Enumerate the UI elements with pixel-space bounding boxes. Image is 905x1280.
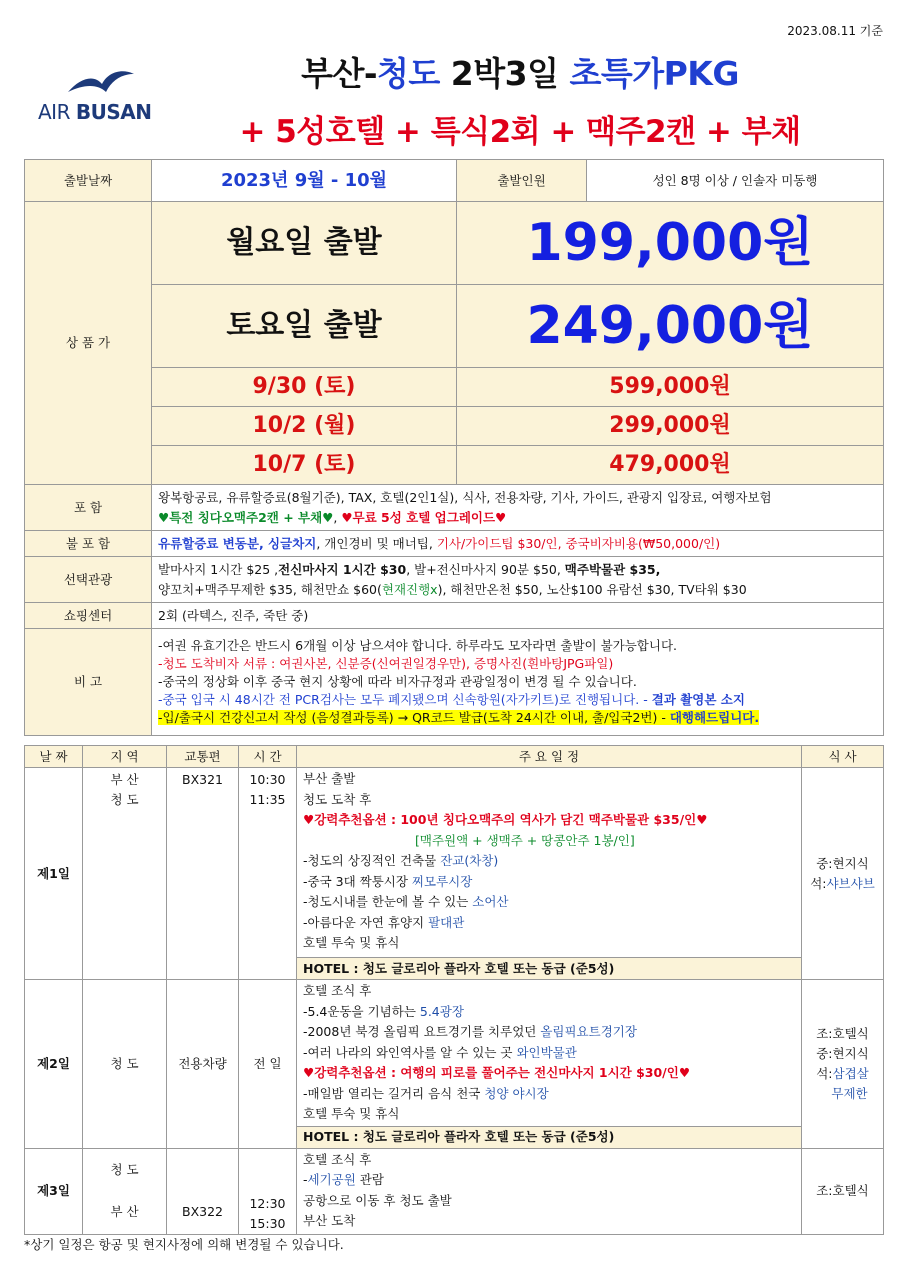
day3-label: 제3일 xyxy=(25,1148,83,1234)
price-value: 599,000원 xyxy=(609,373,731,399)
header-date: 날 짜 xyxy=(25,746,83,768)
date-note: 2023.08.11 기준 xyxy=(787,24,883,38)
header-transport: 교통편 xyxy=(167,746,239,768)
price-value: 299,000원 xyxy=(609,412,731,438)
air-busan-logo xyxy=(38,66,152,136)
day1-time: 10:30 11:35 xyxy=(239,768,297,980)
include-value: 왕복항공료, 유류할증료(8월기준), TAX, 호텔(2인1실), 식사, 전용차량, 기사, 가이드, 관광지 입장료, 여행자보험 ♥특전 칭다오맥주2캔 + 부채♥, ♥무료 5성 호텔 업그레이드♥ xyxy=(152,485,884,531)
header-time: 시 간 xyxy=(239,746,297,768)
header-meal: 식 사 xyxy=(802,746,884,768)
header-region: 지 역 xyxy=(83,746,167,768)
page-subtitle: + 5성호텔 + 특식2회 + 맥주2캔 + 부채 xyxy=(239,114,801,150)
notes-value: -여권 유효기간은 반드시 6개월 이상 남으셔야 합니다. 하루라도 모자라면 출발이 불가능합니다. -청도 도착비자 서류 : 여권사본, 신분증(신여권일경우만), 증명사진(흰바탕JPG파일) -중국의 정상화 이후 중국 현지 상황에 따라 비자규정과 관광일정이 변경 될 수 있습니다. -중국 입국 시 48시간 전 PCR검사는 모두 폐지됐으며 신속항원(자가키트)로 진행됩니다. - 결과 촬영본 소지 -입/출국시 건강신고서 작성 (음성결과등록) → QR코드 발급(도착 24시간 이내, 출/입국2번) - 대행해드립니다. xyxy=(152,629,884,736)
price-row: 10/7 (토) 479,000원 xyxy=(152,446,883,484)
day3-time: 12:30 15:30 xyxy=(239,1148,297,1234)
itinerary-table xyxy=(24,745,884,1235)
footnote: *상기 일정은 항공 및 현지사정에 의해 변경될 수 있습니다. xyxy=(24,1237,344,1252)
price-row: 10/2 (월) 299,000원 xyxy=(152,407,883,446)
day3-region: 청 도 부 산 xyxy=(83,1148,167,1234)
price-row: 9/30 (토) 599,000원 xyxy=(152,368,883,407)
day2-items: 호텔 조식 후 -5.4운동을 기념하는 5.4광장 -2008년 북경 올림픽 요트경기를 치루었던 올림픽요트경기장 -여러 나라의 와인역사를 알 수 있는 곳 와인박물관 ♥강력추천옵션 : 여행의 피로를 풀어주는 전신마사지 1시간 $30/인♥ -매일밤 열리는 길거리 음식 천국 청양 야시장 호텔 투숙 및 휴식 xyxy=(297,980,802,1127)
price-value: 249,000원 xyxy=(526,295,814,356)
day1-hotel: HOTEL : 청도 글로리아 플라자 호텔 또는 동급 (준5성) xyxy=(297,958,802,980)
day2-time: 전 일 xyxy=(239,980,297,1149)
day1-label: 제1일 xyxy=(25,768,83,980)
exclude-label: 불 포 함 xyxy=(25,531,152,557)
day2-region: 청 도 xyxy=(83,980,167,1149)
exclude-value: 유류할증료 변동분, 싱글차지, 개인경비 및 매너팁, 기사/가이드팁 $30/인, 중국비자비용(₩50,000/인) xyxy=(152,531,884,557)
day1-meals: 중:현지식 석:샤브샤브 xyxy=(802,768,884,980)
shopping-value: 2회 (라텍스, 진주, 죽탄 중) xyxy=(152,603,884,629)
product-info-table xyxy=(24,159,884,736)
day2-hotel: HOTEL : 청도 글로리아 플라자 호텔 또는 동급 (준5성) xyxy=(297,1126,802,1148)
notes-label: 비 고 xyxy=(25,629,152,736)
price-row: 월요일 출발 199,000원 xyxy=(152,202,883,285)
day3-flight: BX322 xyxy=(167,1148,239,1234)
day1-flight: BX321 xyxy=(167,768,239,980)
day3-meals: 조:호텔식 xyxy=(802,1148,884,1234)
day2-transport: 전용차량 xyxy=(167,980,239,1149)
header-schedule: 주 요 일 정 xyxy=(297,746,802,768)
price-grid xyxy=(152,202,884,485)
departure-date-value: 2023년 9월 - 10월 xyxy=(152,160,457,202)
logo-text: AIR BUSAN xyxy=(38,100,152,124)
day2-meals: 조:호텔식 중:현지식 석:삼겹살 무제한 xyxy=(802,980,884,1149)
bird-logo-icon xyxy=(66,66,136,100)
price-value: 479,000원 xyxy=(609,451,731,477)
departure-date-label: 출발날짜 xyxy=(25,160,152,202)
day2-label: 제2일 xyxy=(25,980,83,1149)
departure-people-label: 출발인원 xyxy=(457,160,587,202)
day1-region: 부 산 청 도 xyxy=(83,768,167,980)
price-label: 상 품 가 xyxy=(25,202,152,485)
shopping-label: 쇼핑센터 xyxy=(25,603,152,629)
price-row: 토요일 출발 249,000원 xyxy=(152,285,883,368)
page-title: 부산-청도 2박3일 초특가PKG xyxy=(301,54,739,93)
include-label: 포 함 xyxy=(25,485,152,531)
options-value: 발마사지 1시간 $25 ,전신마사지 1시간 $30, 발+전신마사지 90분 $50, 맥주박물관 $35, 양꼬치+맥주무제한 $35, 해천만쇼 $60(현재진행x), 해천만온천 $50, 노산$100 유람선 $30, TV타워 $30 xyxy=(152,557,884,603)
day3-items: 호텔 조식 후 -세기공원 관람 공항으로 이동 후 청도 출발 부산 도착 xyxy=(297,1148,802,1234)
departure-people-value: 성인 8명 이상 / 인솔자 미동행 xyxy=(587,160,884,202)
day1-items: 부산 출발 청도 도착 후 ♥강력추천옵션 : 100년 칭다오맥주의 역사가 담긴 맥주박물관 $35/인♥ [맥주원액 + 생맥주 + 땅콩안주 1봉/인] -청도의 상징적인 건축물 잔교(차창) -중국 3대 짝퉁시장 찌모루시장 -청도시내를 한눈에 볼 수 있는 소어산 -아름다운 자연 휴양지 팔대관 호텔 투숙 및 휴식 xyxy=(297,768,802,958)
options-label: 선택관광 xyxy=(25,557,152,603)
price-value: 199,000원 xyxy=(526,212,814,273)
